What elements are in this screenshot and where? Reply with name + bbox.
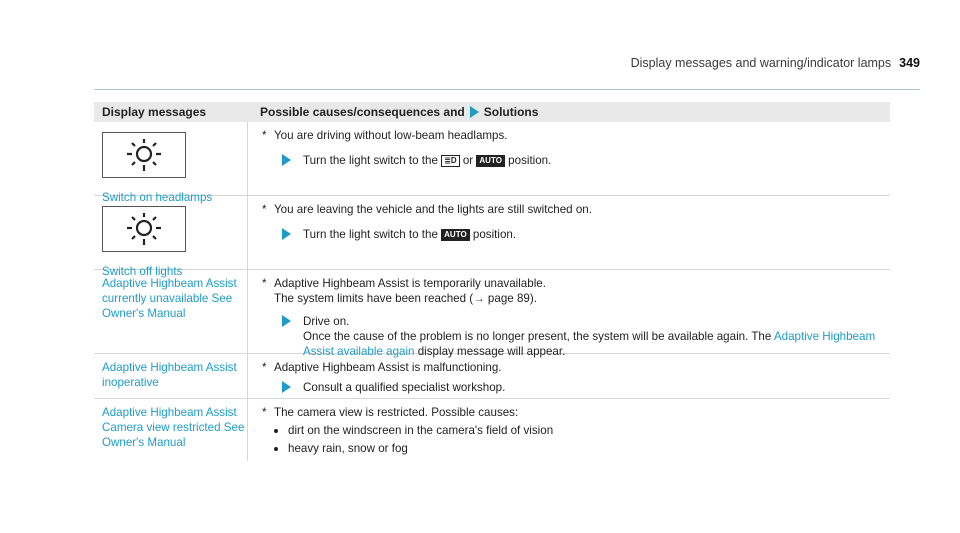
cause-text: * The camera view is restricted. Possible causes: bbox=[262, 406, 519, 419]
low-beam-symbol-icon: ≣D bbox=[441, 155, 459, 167]
page-header bbox=[0, 56, 920, 70]
header-rule bbox=[94, 89, 920, 90]
action-arrow-icon bbox=[282, 315, 291, 327]
message-highbeam-unavailable: Adaptive Highbeam Assist currently unavailable See Owner's Manual bbox=[102, 277, 237, 320]
table-row bbox=[94, 399, 890, 461]
cause-text-2: The system limits have been reached (→ page 89). bbox=[274, 292, 537, 305]
message-switch-off-lights: Switch off lights bbox=[102, 265, 183, 278]
auto-symbol-icon: AUTO bbox=[441, 229, 470, 241]
action-arrow-icon bbox=[282, 381, 291, 393]
col-header-causes: Possible causes/consequences and Solutions bbox=[260, 104, 539, 119]
page-number: 349 bbox=[899, 56, 920, 70]
table-row bbox=[94, 270, 890, 358]
headlamp-sun-icon bbox=[102, 206, 186, 252]
table-row bbox=[94, 196, 890, 278]
action-arrow-icon bbox=[282, 154, 291, 166]
cause-text: * You are driving without low-beam headlamps. bbox=[262, 129, 508, 142]
action-arrow-icon bbox=[282, 228, 291, 240]
headlamp-sun-icon bbox=[102, 132, 186, 178]
message-switch-on-headlamps: Switch on headlamps bbox=[102, 191, 213, 204]
col-header-messages: Display messages bbox=[102, 104, 207, 119]
message-camera-view-restricted: Adaptive Highbeam Assist Camera view restricted See Owner's Manual bbox=[102, 406, 245, 449]
cause-text: * Adaptive Highbeam Assist is malfunctioning. bbox=[262, 361, 502, 374]
list-item: dirt on the windscreen in the camera's field of vision bbox=[274, 423, 890, 438]
message-highbeam-inoperative: Adaptive Highbeam Assist inoperative bbox=[102, 361, 237, 389]
auto-symbol-icon: AUTO bbox=[476, 155, 505, 167]
solution-step: Turn the light switch to the AUTO position. bbox=[274, 227, 890, 242]
message-table bbox=[94, 102, 890, 461]
header-title: Display messages and warning/indicator lamps bbox=[630, 56, 892, 70]
cause-text: * Adaptive Highbeam Assist is temporarily unavailable. bbox=[262, 277, 546, 290]
arrow-right-icon bbox=[470, 106, 479, 118]
list-item: heavy rain, snow or fog bbox=[274, 441, 890, 456]
solution-step: Turn the light switch to the ≣D or AUTO position. bbox=[274, 153, 890, 168]
table-row bbox=[94, 354, 890, 399]
solution-step: Consult a qualified specialist workshop. bbox=[274, 380, 890, 395]
table-row bbox=[94, 122, 890, 204]
table-header bbox=[94, 102, 890, 122]
solution-step: Drive on. Once the cause of the problem is no longer present, the system will be available again. The Adaptive Highbeam Assist available again display message will appear. bbox=[274, 314, 890, 359]
cause-text: * You are leaving the vehicle and the lights are still switched on. bbox=[262, 203, 592, 216]
